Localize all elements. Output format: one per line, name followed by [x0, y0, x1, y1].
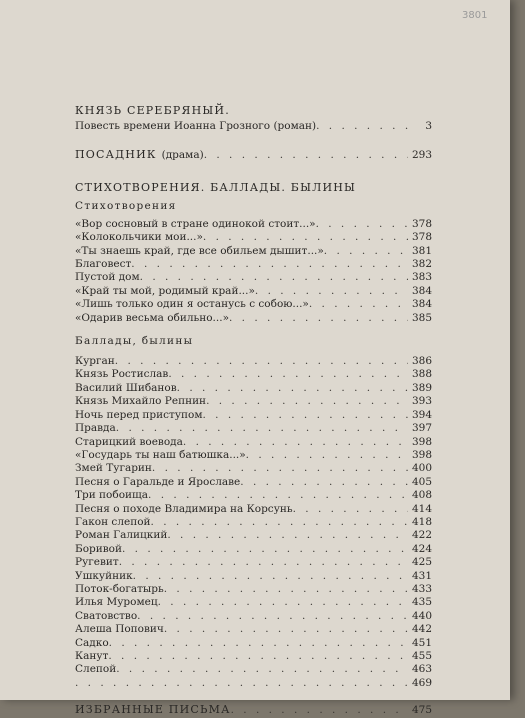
entry-page: 463 — [411, 663, 432, 676]
leader-dots — [309, 298, 408, 311]
entry-page: 389 — [411, 381, 432, 394]
entry-title: Пустой дом — [75, 271, 140, 284]
leader-dots — [151, 516, 408, 529]
toc-entry[interactable] — [75, 218, 432, 231]
leader-dots — [140, 271, 408, 284]
entry-page: 442 — [411, 623, 432, 636]
leader-dots — [116, 422, 408, 435]
entry-title: Змей Тугарин — [75, 462, 152, 475]
leader-dots — [203, 231, 408, 244]
toc-entry[interactable] — [75, 529, 432, 542]
entry-title: Старицкий воевода — [75, 435, 183, 448]
leader-dots — [108, 650, 408, 663]
entry-title: ИЗБРАННЫЕ ПИСЬМА — [75, 703, 231, 717]
poems-section-heading: СТИХОТВОРЕНИЯ. БАЛЛАДЫ. БЫЛИНЫ — [75, 180, 357, 194]
ballads-sub-heading: Баллады, былины — [75, 335, 194, 348]
leader-dots — [168, 368, 408, 381]
entry-title: Правда — [75, 422, 116, 435]
entry-title: Ушкуйник — [75, 569, 133, 582]
leader-dots — [133, 570, 408, 583]
leader-dots — [109, 637, 408, 650]
leader-dots — [115, 355, 408, 368]
entry-title: «Колокольчики мои...» — [75, 231, 203, 244]
entry-page: 381 — [411, 244, 432, 257]
entry-page: 394 — [411, 408, 432, 421]
leader-dots — [167, 529, 408, 542]
entry-page: 378 — [411, 217, 432, 230]
leader-dots — [119, 556, 408, 569]
entry-page: 405 — [411, 475, 432, 488]
toc-entry[interactable] — [75, 610, 432, 623]
entry-title: Ругевит — [75, 556, 119, 569]
entry-page: 475 — [411, 704, 432, 717]
leader-dots — [229, 312, 408, 325]
leader-dots — [246, 449, 408, 462]
entry-title: Три побоища — [75, 489, 149, 502]
entry-title: Поток-богатырь — [75, 582, 164, 595]
entry-title: Гакон слепой — [75, 515, 151, 528]
entry-page: 397 — [411, 422, 432, 435]
toc-entry[interactable] — [75, 395, 432, 408]
entry-page: 382 — [411, 258, 432, 271]
entry-page: 422 — [411, 529, 432, 542]
entry-page: 3 — [425, 120, 432, 132]
toc-entry[interactable] — [75, 650, 432, 663]
toc-entry-knyaz[interactable] — [75, 120, 432, 133]
toc-entry[interactable] — [75, 489, 432, 502]
toc-entry[interactable] — [75, 258, 432, 271]
toc-entry[interactable] — [75, 409, 432, 422]
toc-entry[interactable] — [75, 368, 432, 381]
leader-dots — [164, 623, 408, 636]
leader-dots — [116, 663, 408, 676]
entry-title: Слепой — [75, 663, 117, 676]
toc-entry[interactable] — [75, 436, 432, 449]
toc-entry[interactable] — [75, 231, 432, 244]
entry-page: 393 — [411, 395, 432, 408]
entry-title: Повесть времени Иоанна Грозного (роман) — [75, 120, 317, 132]
toc-entry[interactable] — [75, 271, 432, 284]
toc-entry[interactable] — [75, 422, 432, 435]
ballads-list — [75, 355, 432, 690]
entry-title: Василий Шибанов — [75, 381, 177, 394]
leader-dots — [158, 596, 408, 609]
toc-entry[interactable] — [75, 476, 432, 489]
leader-dots — [204, 149, 408, 162]
toc-entry[interactable] — [75, 298, 432, 311]
toc-entry[interactable] — [75, 245, 432, 258]
entry-page: 433 — [411, 582, 432, 595]
entry-page: 455 — [411, 650, 432, 662]
leader-dots — [231, 704, 408, 717]
entry-page: 386 — [411, 355, 432, 368]
entry-title: «Государь ты наш батюшка...» — [75, 448, 246, 461]
toc-entry[interactable] — [75, 462, 432, 475]
entry-page: 398 — [411, 448, 432, 461]
toc-entry[interactable] — [75, 355, 432, 368]
toc-entry[interactable] — [75, 449, 432, 462]
entry-title: «Вор сосновый в стране одинокой стоит...» — [75, 217, 316, 230]
entry-title: Курган — [75, 355, 115, 368]
leader-dots — [75, 677, 408, 690]
entry-page: 378 — [411, 231, 432, 244]
entry-page: 293 — [411, 149, 432, 162]
leader-dots — [137, 610, 408, 623]
entry-page: 398 — [411, 435, 432, 448]
entry-page: 451 — [411, 636, 432, 649]
leader-dots — [203, 409, 409, 422]
entry-page: 418 — [411, 515, 432, 528]
entry-title: «Край ты мой, родимый край...» — [75, 284, 255, 297]
toc-entry[interactable] — [75, 503, 432, 516]
entry-title: Канут — [75, 650, 109, 662]
leader-dots — [316, 218, 408, 231]
leader-dots — [131, 258, 408, 271]
entry-title: «Одарив весьма обильно...» — [75, 311, 229, 324]
entry-page: 385 — [411, 311, 432, 324]
entry-page: 414 — [411, 502, 432, 515]
leader-dots — [255, 285, 408, 298]
entry-title: Князь Ростислав — [75, 368, 169, 381]
entry-page: 435 — [411, 596, 432, 609]
entry-title: «Лишь только один я останусь с собою...» — [75, 298, 309, 311]
entry-title: Князь Михайло Репнин — [75, 395, 207, 408]
toc-entry[interactable] — [75, 637, 432, 650]
leader-dots — [152, 462, 408, 475]
leader-dots — [240, 476, 408, 489]
entry-page: 384 — [411, 298, 432, 311]
toc-entry-letters[interactable] — [75, 702, 432, 717]
toc-entry[interactable] — [75, 382, 432, 395]
poems-sub-heading: Стихотворения — [75, 199, 177, 212]
toc-entry[interactable] — [75, 516, 432, 529]
toc-entry[interactable] — [75, 556, 432, 569]
leader-dots — [148, 489, 408, 502]
entry-title: ПОСАДНИК — [75, 148, 157, 162]
toc-entry[interactable] — [75, 285, 432, 298]
entry-page: 388 — [411, 368, 432, 381]
toc-entry[interactable] — [75, 570, 432, 583]
entry-title: Сватовство — [75, 609, 138, 622]
leader-dots — [122, 543, 408, 556]
toc-entry[interactable] — [75, 623, 432, 636]
entry-page: 469 — [411, 676, 432, 689]
toc-entry[interactable] — [75, 663, 432, 676]
entry-page: 383 — [411, 271, 432, 284]
toc-entry[interactable] — [75, 677, 432, 690]
entry-title: Ночь перед приступом — [75, 408, 203, 421]
toc-entry[interactable] — [75, 583, 432, 596]
toc-entry[interactable] — [75, 596, 432, 609]
entry-page: 400 — [411, 462, 432, 475]
leader-dots — [183, 436, 408, 449]
entry-page: 384 — [411, 284, 432, 297]
knyaz-heading: КНЯЗЬ СЕРЕБРЯНЫЙ. — [75, 104, 230, 117]
leader-dots — [324, 245, 408, 258]
entry-page: 424 — [411, 542, 432, 555]
leader-dots — [177, 382, 408, 395]
entry-page: 408 — [411, 489, 432, 502]
poems-list — [75, 218, 432, 325]
entry-title: Роман Галицкий — [75, 529, 168, 542]
toc-entry[interactable] — [75, 543, 432, 556]
entry-page: 440 — [411, 609, 432, 622]
entry-note: (драма) — [161, 149, 204, 162]
table-of-contents — [75, 103, 432, 718]
toc-entry-posadnik[interactable] — [75, 147, 432, 162]
leader-dots — [316, 120, 408, 133]
entry-title: Боривой — [75, 542, 122, 555]
pencil-mark: 3801 — [462, 10, 488, 21]
leader-dots — [206, 395, 408, 408]
entry-title: Песня о Гаральде и Ярославе — [75, 475, 241, 488]
leader-dots — [293, 503, 408, 516]
entry-title: Алеша Попович — [75, 623, 164, 636]
entry-title: Песня о походе Владимира на Корсунь — [75, 502, 293, 515]
toc-entry[interactable] — [75, 312, 432, 325]
entry-title: Илья Муромец — [75, 596, 158, 609]
entry-title: Садко — [75, 636, 109, 649]
entry-page: 431 — [411, 569, 432, 582]
leader-dots — [164, 583, 408, 596]
entry-title: Благовест — [75, 258, 132, 271]
entry-title: «Ты знаешь край, где все обильем дышит...» — [75, 244, 324, 257]
entry-page: 425 — [411, 556, 432, 569]
